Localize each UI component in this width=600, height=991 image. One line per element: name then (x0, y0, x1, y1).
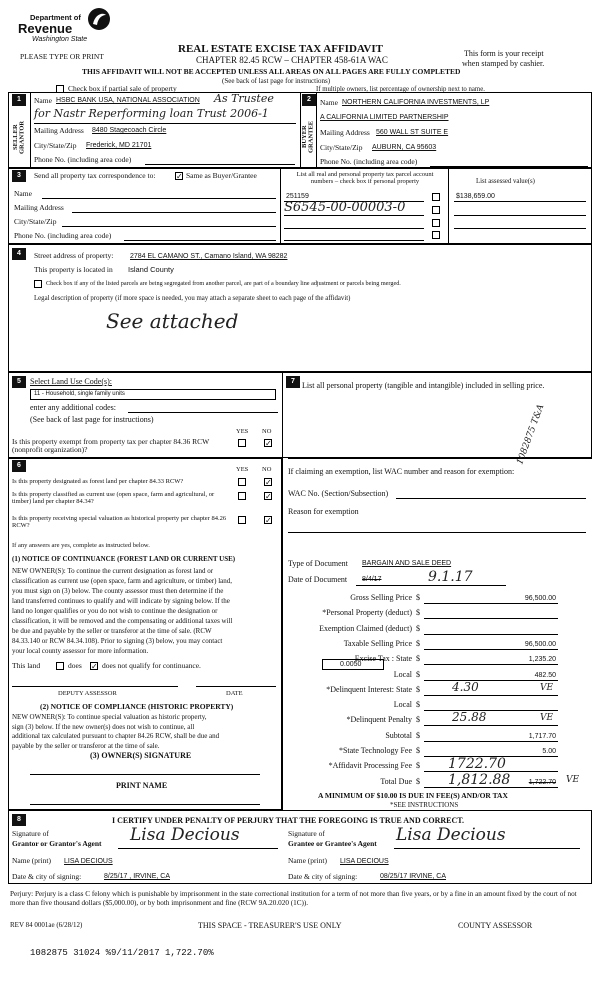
grantee-signature[interactable]: Lisa Decious (396, 825, 506, 845)
section-4-number: 4 (12, 248, 26, 260)
buyer-phone-label: Phone No. (including area code) (320, 157, 418, 166)
dollar-sign: $ (416, 654, 420, 663)
if-yes-instruction: If any answers are yes, complete as instructed below. (12, 542, 150, 549)
doc-date-handwritten[interactable]: 9.1.17 (428, 569, 473, 585)
tax-line-value[interactable]: 5.00 (542, 748, 556, 755)
tax-line-value[interactable]: 1,717.70 (528, 733, 556, 740)
seller-mailing-value[interactable]: 8480 Stagecoach Circle (92, 127, 167, 134)
historic-yes-checkbox[interactable] (238, 516, 246, 524)
dollar-sign: $ (416, 731, 420, 740)
tax-line-label: *Delinquent Interest: State (326, 685, 412, 694)
seller-name-handwritten-2: for Nastr Reperforming loan Trust 2006-1 (34, 107, 269, 120)
same-as-buyer-label: Same as Buyer/Grantee (186, 171, 257, 180)
parcel-1-value[interactable]: 251159 (286, 193, 309, 200)
tax-line-label: *State Technology Fee (338, 746, 412, 755)
notice-compliance-body (12, 713, 219, 751)
dollar-sign: $ (416, 715, 420, 724)
notice-continuance-line: 84.33.140 or RCW 84.34.108). Prior to signing (3) below, you may contact (12, 637, 223, 645)
grantee-name-label: Name (print) (288, 856, 327, 865)
reason-label: Reason for exemption (288, 507, 359, 516)
buyer-mailing-value[interactable]: 560 WALL ST SUITE E (376, 129, 449, 136)
correspondence-city-label: City/State/Zip (14, 217, 57, 226)
historic-no-checkbox[interactable]: ✓ (265, 516, 272, 525)
tax-line-value[interactable]: 96,500.00 (524, 641, 556, 648)
perjury-notice: Perjury: Perjury is a class C felony which is punishable by imprisonment in the state correctional institution for a term of not more than five years, or by a fine in an amount fixed by the court of not more than five thousand dollars ($5,000.00), or by both imprisonment and fine (RCW 9A.20.020 (1C)). (10, 890, 577, 907)
tax-line-label: Total Due (380, 777, 412, 786)
segregated-label: Check box if any of the listed parcels are being segregated from another parcel, are part of a boundary line adjustment or parcels being merged. (46, 280, 401, 287)
notice-continuance-line: you must sign on (3) below. The county assessor must then determine if the (12, 587, 224, 595)
parcel-4-checkbox[interactable] (432, 231, 440, 239)
section-8-number: 8 (12, 814, 26, 826)
section-2-number: 2 (302, 94, 316, 106)
tax-line-label: *Affidavit Processing Fee (328, 761, 412, 770)
seller-city-value[interactable]: Frederick, MD 21701 (86, 142, 152, 149)
seller-name-value[interactable]: HSBC BANK USA, NATIONAL ASSOCIATION (56, 97, 200, 104)
dollar-sign: $ (416, 639, 420, 648)
notice-continuance-line: NEW OWNER(S): To continue the current designation as forest land or (12, 567, 214, 575)
grantee-name-value[interactable]: LISA DECIOUS (340, 858, 389, 865)
buyer-mailing-label: Mailing Address (320, 128, 370, 137)
form-revision: REV 84 0001ae (6/28/12) (10, 921, 83, 929)
dollar-sign: $ (416, 670, 420, 679)
agency-line3: Washington State (32, 36, 88, 43)
owner-signature-label: (3) OWNER(S) SIGNATURE (90, 751, 192, 760)
dollar-sign: $ (416, 685, 420, 694)
same-as-buyer-checkbox[interactable]: ✓ (176, 172, 183, 181)
street-address-value[interactable]: 2784 EL CAMANO ST., Camano Island, WA 98282 (130, 253, 288, 260)
initials-note: VE (540, 683, 554, 693)
parcel-2-checkbox[interactable] (432, 206, 440, 214)
grantor-date-label: Date & city of signing: (12, 872, 82, 881)
legal-description-handwritten[interactable]: See attached (106, 309, 239, 333)
print-name-label: PRINT NAME (116, 781, 168, 790)
tax-line-value[interactable]: 1,722.70 (528, 779, 556, 786)
agency-line2: Revenue (18, 21, 73, 36)
forest-no-checkbox[interactable]: ✓ (265, 478, 272, 487)
section-4-box (8, 244, 592, 372)
parcel-1-checkbox[interactable] (432, 193, 440, 201)
county-assessor-label: COUNTY ASSESSOR (458, 921, 533, 930)
notice-continuance-line: land transferred continues to qualify and will indicate by signing below. If the (12, 597, 230, 605)
parcel-2-handwritten[interactable]: S6545-00-00003-0 (284, 200, 406, 215)
tax-line-label: Taxable Selling Price (343, 639, 412, 648)
personal-property-label: List all personal property (tangible and intangible) included in selling price. (302, 381, 545, 390)
seller-city-label: City/State/Zip (34, 141, 77, 150)
notice-continuance-line: classification, it will be removed and the compensating or additional taxes will (12, 617, 233, 625)
this-land-label: This land (12, 661, 41, 670)
county-line-label: This property is located in (34, 265, 113, 274)
does-not-qualify-checkbox[interactable]: ✓ (91, 662, 98, 671)
does-label: does (68, 661, 82, 670)
deputy-assessor-label: DEPUTY ASSESSOR (58, 690, 117, 697)
tax-line-handwritten: 25.88 (452, 710, 487, 724)
dollar-sign: $ (416, 608, 420, 617)
see-back-header: (See back of last page for instructions) (222, 77, 331, 85)
dollar-sign: $ (416, 700, 420, 709)
certify-statement: I CERTIFY UNDER PENALTY OF PERJURY THAT THE FOREGOING IS TRUE AND CORRECT. (112, 816, 465, 825)
notice-continuance-line: classification as current use (open space, farm and agriculture, or timber) land, (12, 577, 233, 585)
notice-compliance-line: sign (3) below. If the new owner(s) does not wish to continue, all (12, 722, 195, 731)
tax-line-handwritten: 1722.70 (448, 756, 506, 772)
parcel-header: List all real and personal property tax parcel account numbers – check box if personal property (296, 171, 434, 186)
exempt-yes-checkbox[interactable] (238, 439, 246, 447)
grantor-name-value[interactable]: LISA DECIOUS (64, 858, 113, 865)
forest-land-question: Is this property designated as forest land per chapter 84.33 RCW? (12, 478, 184, 485)
tax-line-label: Excise Tax : State (354, 654, 412, 663)
county-value[interactable]: Island County (128, 265, 174, 274)
assessed-1-value[interactable]: $138,659.00 (456, 193, 495, 200)
current-use-no-checkbox[interactable]: ✓ (265, 492, 272, 501)
section-1-number: 1 (12, 94, 26, 106)
correspondence-mailing-label: Mailing Address (14, 203, 64, 212)
doc-type-label: Type of Document (288, 559, 348, 568)
tax-line-value[interactable]: 482.50 (534, 672, 556, 679)
section6-no-header: NO (262, 466, 272, 473)
tax-line-label: Local (393, 670, 412, 679)
grantor-name-label: Name (print) (12, 856, 51, 865)
section6-yes-header: YES (236, 466, 249, 473)
notice-continuance-line: your local county assessor for more information. (12, 647, 149, 655)
dollar-sign: $ (416, 746, 420, 755)
send-correspondence-label: Send all property tax correspondence to: (34, 171, 156, 180)
correspondence-name-label: Name (14, 189, 32, 198)
dollar-sign: $ (416, 593, 420, 602)
grantee-sig-label-2: Grantee or Grantee's Agent (288, 839, 377, 848)
segregated-checkbox[interactable] (34, 280, 42, 288)
exempt-no-checkbox[interactable]: ✓ (265, 439, 272, 448)
seller-grantor-label: SELLER GRANTOR (12, 120, 26, 154)
initials-note: VE (540, 713, 554, 723)
type-or-print: PLEASE TYPE OR PRINT (20, 52, 104, 61)
notice-compliance-line: NEW OWNER(S): To continue special valuation as historic property, (12, 713, 207, 721)
buyer-city-label: City/State/Zip (320, 143, 363, 152)
buyer-city-value[interactable]: AUBURN, CA 95603 (372, 144, 437, 151)
seller-mailing-label: Mailing Address (34, 126, 84, 135)
exemption-label: If claiming an exemption, list WAC number and reason for exemption: (288, 467, 515, 476)
current-use-question: Is this property classified as current use (open space, farm and agricultural, or timber) land per chapter 84.34? (12, 491, 215, 506)
seller-name-handwritten: As Trustee (214, 92, 274, 105)
section5-no-header: NO (262, 428, 272, 435)
grantor-sig-label-1: Signature of (12, 829, 49, 838)
dollar-sign: $ (416, 777, 420, 786)
notice-compliance-line: additional tax calculated pursuant to chapter 84.26 RCW, shall be due and (12, 732, 220, 740)
legal-description-label: Legal description of property (if more space is needed, you may attach a separate sheet to each page of the affidavit) (34, 295, 351, 302)
notice-continuance-line: land no longer qualifies or you do not wish to continue the designation or (12, 607, 218, 615)
margin-handwritten-note: 1082875 T&A (515, 403, 547, 467)
section-5-number: 5 (12, 376, 26, 388)
section-6-number: 6 (12, 460, 26, 472)
parcel-3-checkbox[interactable] (432, 219, 440, 227)
tax-line-handwritten: 1,812.88 (448, 772, 511, 788)
treasurer-use-only: THIS SPACE - TREASURER'S USE ONLY (198, 921, 342, 930)
historic-question: Is this property receiving special valuation as historical property per chapter 84.26 RCW? (12, 515, 227, 530)
notice-continuance-line: be due and payable by the seller or transferor at the time of sale. (RCW (12, 627, 212, 635)
does-not-label: does not qualify for continuance. (102, 661, 201, 670)
grantee-date-label: Date & city of signing: (288, 872, 358, 881)
doc-date-struck: 8/4/17 (362, 576, 382, 583)
tax-line-value[interactable]: 1,235.20 (528, 656, 556, 663)
tax-line-label: Gross Selling Price (350, 593, 412, 602)
notice-continuance-title: (1) NOTICE OF CONTINUANCE (FOREST LAND OR CURRENT USE) (12, 555, 236, 563)
form-title: REAL ESTATE EXCISE TAX AFFIDAVIT (178, 43, 383, 55)
seller-phone-label: Phone No. (including area code) (34, 155, 132, 164)
tax-line-handwritten: 4.30 (452, 680, 479, 694)
does-qualify-checkbox[interactable] (56, 662, 64, 670)
buyer-name-label: Name (320, 98, 338, 107)
receipt-line1: This form is your receipt (464, 49, 544, 58)
date-label: DATE (226, 690, 243, 697)
form-chapter: CHAPTER 82.45 RCW – CHAPTER 458-61A WAC (196, 55, 388, 65)
land-use-label: Select Land Use Code(s): (30, 377, 112, 386)
notice-continuance-body (12, 566, 232, 656)
wac-label: WAC No. (Section/Subsection) (288, 489, 389, 498)
section-3-number: 3 (12, 170, 26, 182)
dollar-sign: $ (416, 761, 420, 770)
assessed-header: List assessed value(s) (476, 178, 535, 185)
doc-type-value[interactable]: BARGAIN AND SALE DEED (362, 560, 452, 567)
exempt-question: Is this property exempt from property tax per chapter 84.36 RCW (nonprofit organization)? (12, 437, 210, 455)
notice-compliance-title: (2) NOTICE OF COMPLIANCE (HISTORIC PROPERTY) (40, 702, 234, 711)
street-address-label: Street address of property: (34, 251, 114, 260)
grantor-sig-label-2: Grantor or Grantor's Agent (12, 839, 102, 848)
current-use-yes-checkbox[interactable] (238, 492, 246, 500)
buyer-name-value-2[interactable]: A CALIFORNIA LIMITED PARTNERSHIP (320, 114, 449, 121)
minimum-due-note: A MINIMUM OF $10.00 IS DUE IN FEE(S) AND/OR TAX (318, 791, 508, 800)
doc-date-label: Date of Document (288, 575, 348, 584)
section5-see-back: (See back of last page for instructions) (30, 415, 154, 424)
grantee-date-value[interactable]: 08/25/17 IRVINE, CA (380, 873, 447, 880)
tax-line-label: *Personal Property (deduct) (322, 608, 412, 617)
tax-line-label: *Delinquent Penalty (346, 715, 412, 724)
form-warning: THIS AFFIDAVIT WILL NOT BE ACCEPTED UNLESS ALL AREAS ON ALL PAGES ARE FULLY COMPLETED (82, 67, 461, 76)
local-rate-value: 0.0050 (340, 661, 362, 668)
receipt-stamp: 1082875 31024 %9/11/2017 1,722.70% (30, 948, 214, 958)
multiple-owners-note: If multiple owners, list percentage of ownership next to name. (316, 86, 485, 93)
grantor-date-value[interactable]: 8/25/17 , IRVINE, CA (104, 873, 171, 880)
grantor-signature[interactable]: Lisa Decious (130, 825, 240, 845)
partial-sale-label: Check box if partial sale of property (68, 84, 177, 93)
grantee-sig-label-1: Signature of (288, 829, 325, 838)
tax-line-value[interactable]: 96,500.00 (524, 595, 556, 602)
dollar-sign: $ (416, 624, 420, 633)
buyer-name-value[interactable]: NORTHERN CALIFORNIA INVESTMENTS, LP (342, 99, 490, 106)
tax-line-label: Local (393, 700, 412, 709)
forest-yes-checkbox[interactable] (238, 478, 246, 486)
notice-compliance-line: payable by the seller or transferor at the time of sale. (12, 741, 160, 750)
see-instructions-note: *SEE INSTRUCTIONS (390, 801, 459, 809)
section5-yes-header: YES (236, 428, 249, 435)
tax-line-label: Exemption Claimed (deduct) (319, 624, 412, 633)
buyer-grantee-label: BUYER GRANTEE (301, 120, 315, 154)
agency-line1: Department of (30, 13, 81, 22)
additional-codes-label: enter any additional codes: (30, 403, 116, 412)
receipt-line2: when stamped by cashier. (462, 59, 545, 68)
initials-note: VE (566, 775, 580, 785)
correspondence-phone-label: Phone No. (including area code) (14, 231, 112, 240)
land-use-value: 11 - Household, single family units (34, 391, 125, 397)
tax-line-label: Subtotal (385, 731, 412, 740)
section-7-number: 7 (286, 376, 300, 388)
seller-name-label: Name (34, 96, 52, 105)
revenue-logo-icon (86, 6, 112, 32)
